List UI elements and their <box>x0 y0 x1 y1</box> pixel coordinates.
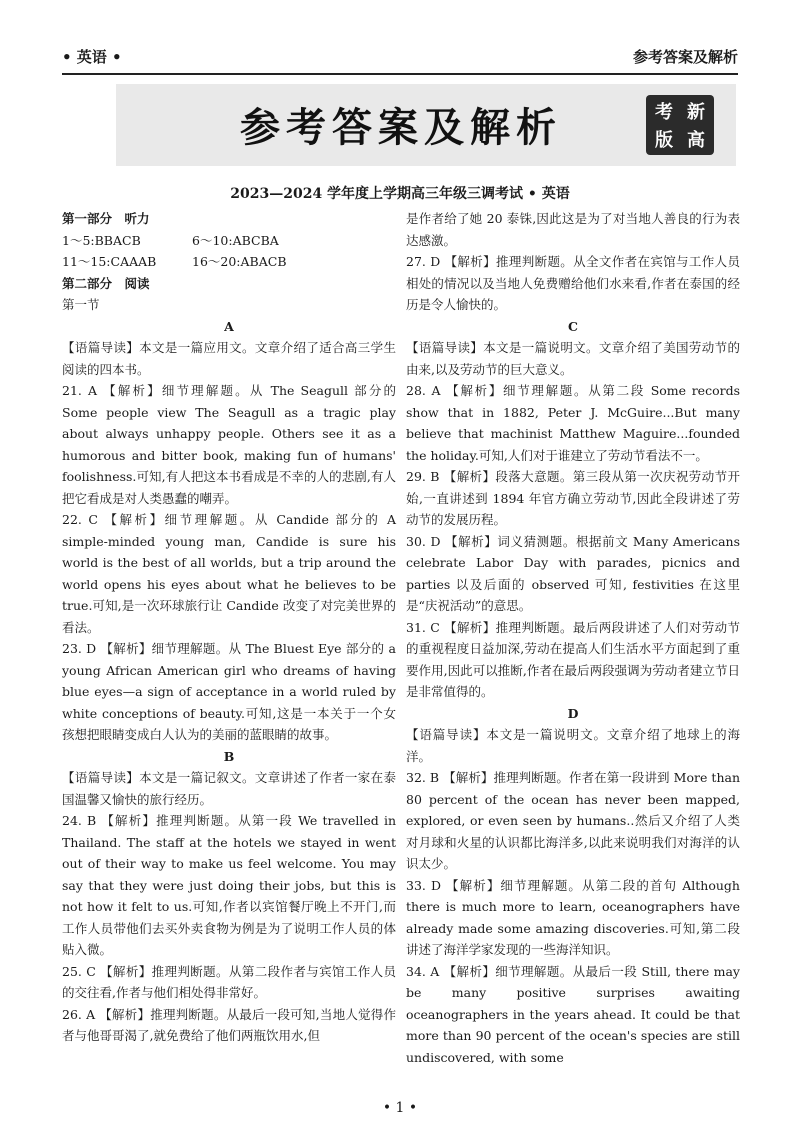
logo-seal <box>646 95 714 155</box>
answer-row <box>62 230 396 252</box>
answer-explanation: 22. C 【解析】细节理解题。从 Candide 部分的 A simple-minded young man, Candide is sure his world is the best of all worlds, but a trip around the world opens his eyes about what he believes to be true.可知,是一次环球旅行让 Candide 改变了对完美世界的看法。 <box>62 512 396 635</box>
seal-char: 新 <box>687 102 705 123</box>
answer-explanation: 23. D 【解析】细节理解题。从 The Bluest Eye 部分的 a young African American girl who dreams of having blue eyes—a sign of acceptance in a world ruled by white conceptions of beauty.可知,这是一本关于一个女孩想把眼睛变成白人认为的美丽的蓝眼睛的故事。 <box>62 641 396 742</box>
answer-explanation: 27. D 【解析】推理判断题。从全文作者在宾馆与工作人员相处的情况以及当地人免费赠给他们水来看,作者在泰国的经历是令人愉快的。 <box>406 254 740 312</box>
passage-label: C <box>568 318 578 334</box>
left-column <box>62 208 396 1047</box>
title-banner <box>116 84 736 166</box>
right-column <box>406 208 740 1068</box>
answer-explanation: 31. C 【解析】推理判断题。最后两段讲述了人们对劳动节的重视程度日益加深,劳动在提高人们生活水平方面起到了重要作用,因此可以推断,作者在最后两段强调为劳动者建立节日是非常值得的。 <box>406 619 740 699</box>
answer-key: 6～10:ABCBA <box>192 232 279 248</box>
answer-row <box>62 251 396 273</box>
passage-label: A <box>224 318 234 334</box>
seal-char: 高 <box>687 130 705 151</box>
answer-explanation: 是作者给了她 20 泰铢,因此这是为了对当地人善良的行为表达感激。 <box>406 211 740 248</box>
passage-guide: 【语篇导读】本文是一篇说明文。文章介绍了地球上的海洋。 <box>406 727 740 764</box>
answer-explanation: 26. A 【解析】推理判断题。从最后一段可知,当地人觉得作者与他哥哥渴了,就免费给了他们两瓶饮用水,但 <box>62 1006 396 1043</box>
passage-guide: 【语篇导读】本文是一篇记叙文。文章讲述了作者一家在泰国温馨又愉快的旅行经历。 <box>62 770 396 807</box>
answer-key: 11～15:CAAAB <box>62 254 157 269</box>
answer-explanation: 25. C 【解析】推理判断题。从第二段作者与宾馆工作人员的交往看,作者与他们相处得非常好。 <box>62 963 396 1000</box>
passage-guide: 【语篇导读】本文是一篇应用文。文章介绍了适合高三学生阅读的四本书。 <box>62 340 396 377</box>
answer-explanation: 32. B 【解析】推理判断题。作者在第一段讲到 More than 80 percent of the ocean has never been mapped, explored, or even seen by humans..然后又介绍了人类对月球和火星的认识都比海洋多,以此来说明我们对海洋的认识太少。 <box>406 770 740 871</box>
part-heading: 第一部分 听力 <box>62 211 150 226</box>
answer-explanation: 29. B 【解析】段落大意题。第三段从第一次庆祝劳动节开始,一直讲述到 1894 年官方确立劳动节,因此全段讲述了劳动节的发展历程。 <box>406 469 740 527</box>
answer-explanation: 34. A 【解析】细节理解题。从最后一段 Still, there may be many positive surprises awaiting oceanographers in the years ahead. It could be that more than 90 percent of the ocean's species are still undiscovered, with some <box>406 963 740 1065</box>
passage-label: B <box>223 748 235 764</box>
answer-explanation: 33. D 【解析】细节理解题。从第二段的首句 Although there is much more to learn, oceanographers have already made some amazing discoveries.可知,第二段讲述了海洋学家发现的一些海洋知识。 <box>406 877 740 957</box>
answer-explanation: 30. D 【解析】词义猜测题。根据前文 Many Americans celebrate Labor Day with parades, picnics and parties 以及后面的 observed 可知, festivities 在这里是“庆祝活动”的意思。 <box>406 533 740 613</box>
answer-explanation: 28. A 【解析】细节理解题。从第二段 Some records show that in 1882, Peter J. McGuire...But many believe that machinist Matthew Maguire...founded the holiday.可知,人们对于谁建立了劳动节看法不一。 <box>406 383 740 463</box>
answer-explanation: 24. B 【解析】推理判断题。从第一段 We travelled in Thailand. The staff at the hotels we stayed in went out of their way to make us feel welcome. You may say that they were just doing their jobs, but this is not how it felt to us.可知,作者以宾馆餐厅晚上不开门,而工作人员带他们去买外卖食物为例是为了说明工作人员的体贴入微。 <box>62 813 396 957</box>
answer-key: 16～20:ABACB <box>192 254 287 269</box>
section-heading: 第一节 <box>62 297 100 312</box>
seal-char: 版 <box>655 130 673 151</box>
subject-label: • 英语 • <box>62 48 122 66</box>
header-title: 参考答案及解析 <box>632 48 738 66</box>
header-rule <box>62 73 738 75</box>
exam-title: 2023—2024 学年度上学期高三年级三调考试 • 英语 <box>230 186 570 202</box>
banner-title: 参考答案及解析 <box>240 105 562 151</box>
answer-key: 1～5:BBACB <box>62 232 141 248</box>
page-number: • 1 • <box>382 1100 418 1116</box>
answer-explanation: 21. A 【解析】细节理解题。从 The Seagull 部分的 Some people view The Seagull as a tragic play about always unhappy people. Others see it as a humorous and bitter book, making fun of humans' foolishness.可知,有人把这本书看成是不幸的人的悲剧,有人把它看成是对人类愚蠢的嘲弄。 <box>62 383 396 506</box>
passage-label: D <box>567 705 579 721</box>
passage-guide: 【语篇导读】本文是一篇说明文。文章介绍了美国劳动节的由来,以及劳动节的巨大意义。 <box>406 340 740 377</box>
seal-char: 考 <box>655 102 673 123</box>
part-heading: 第二部分 阅读 <box>62 275 150 291</box>
